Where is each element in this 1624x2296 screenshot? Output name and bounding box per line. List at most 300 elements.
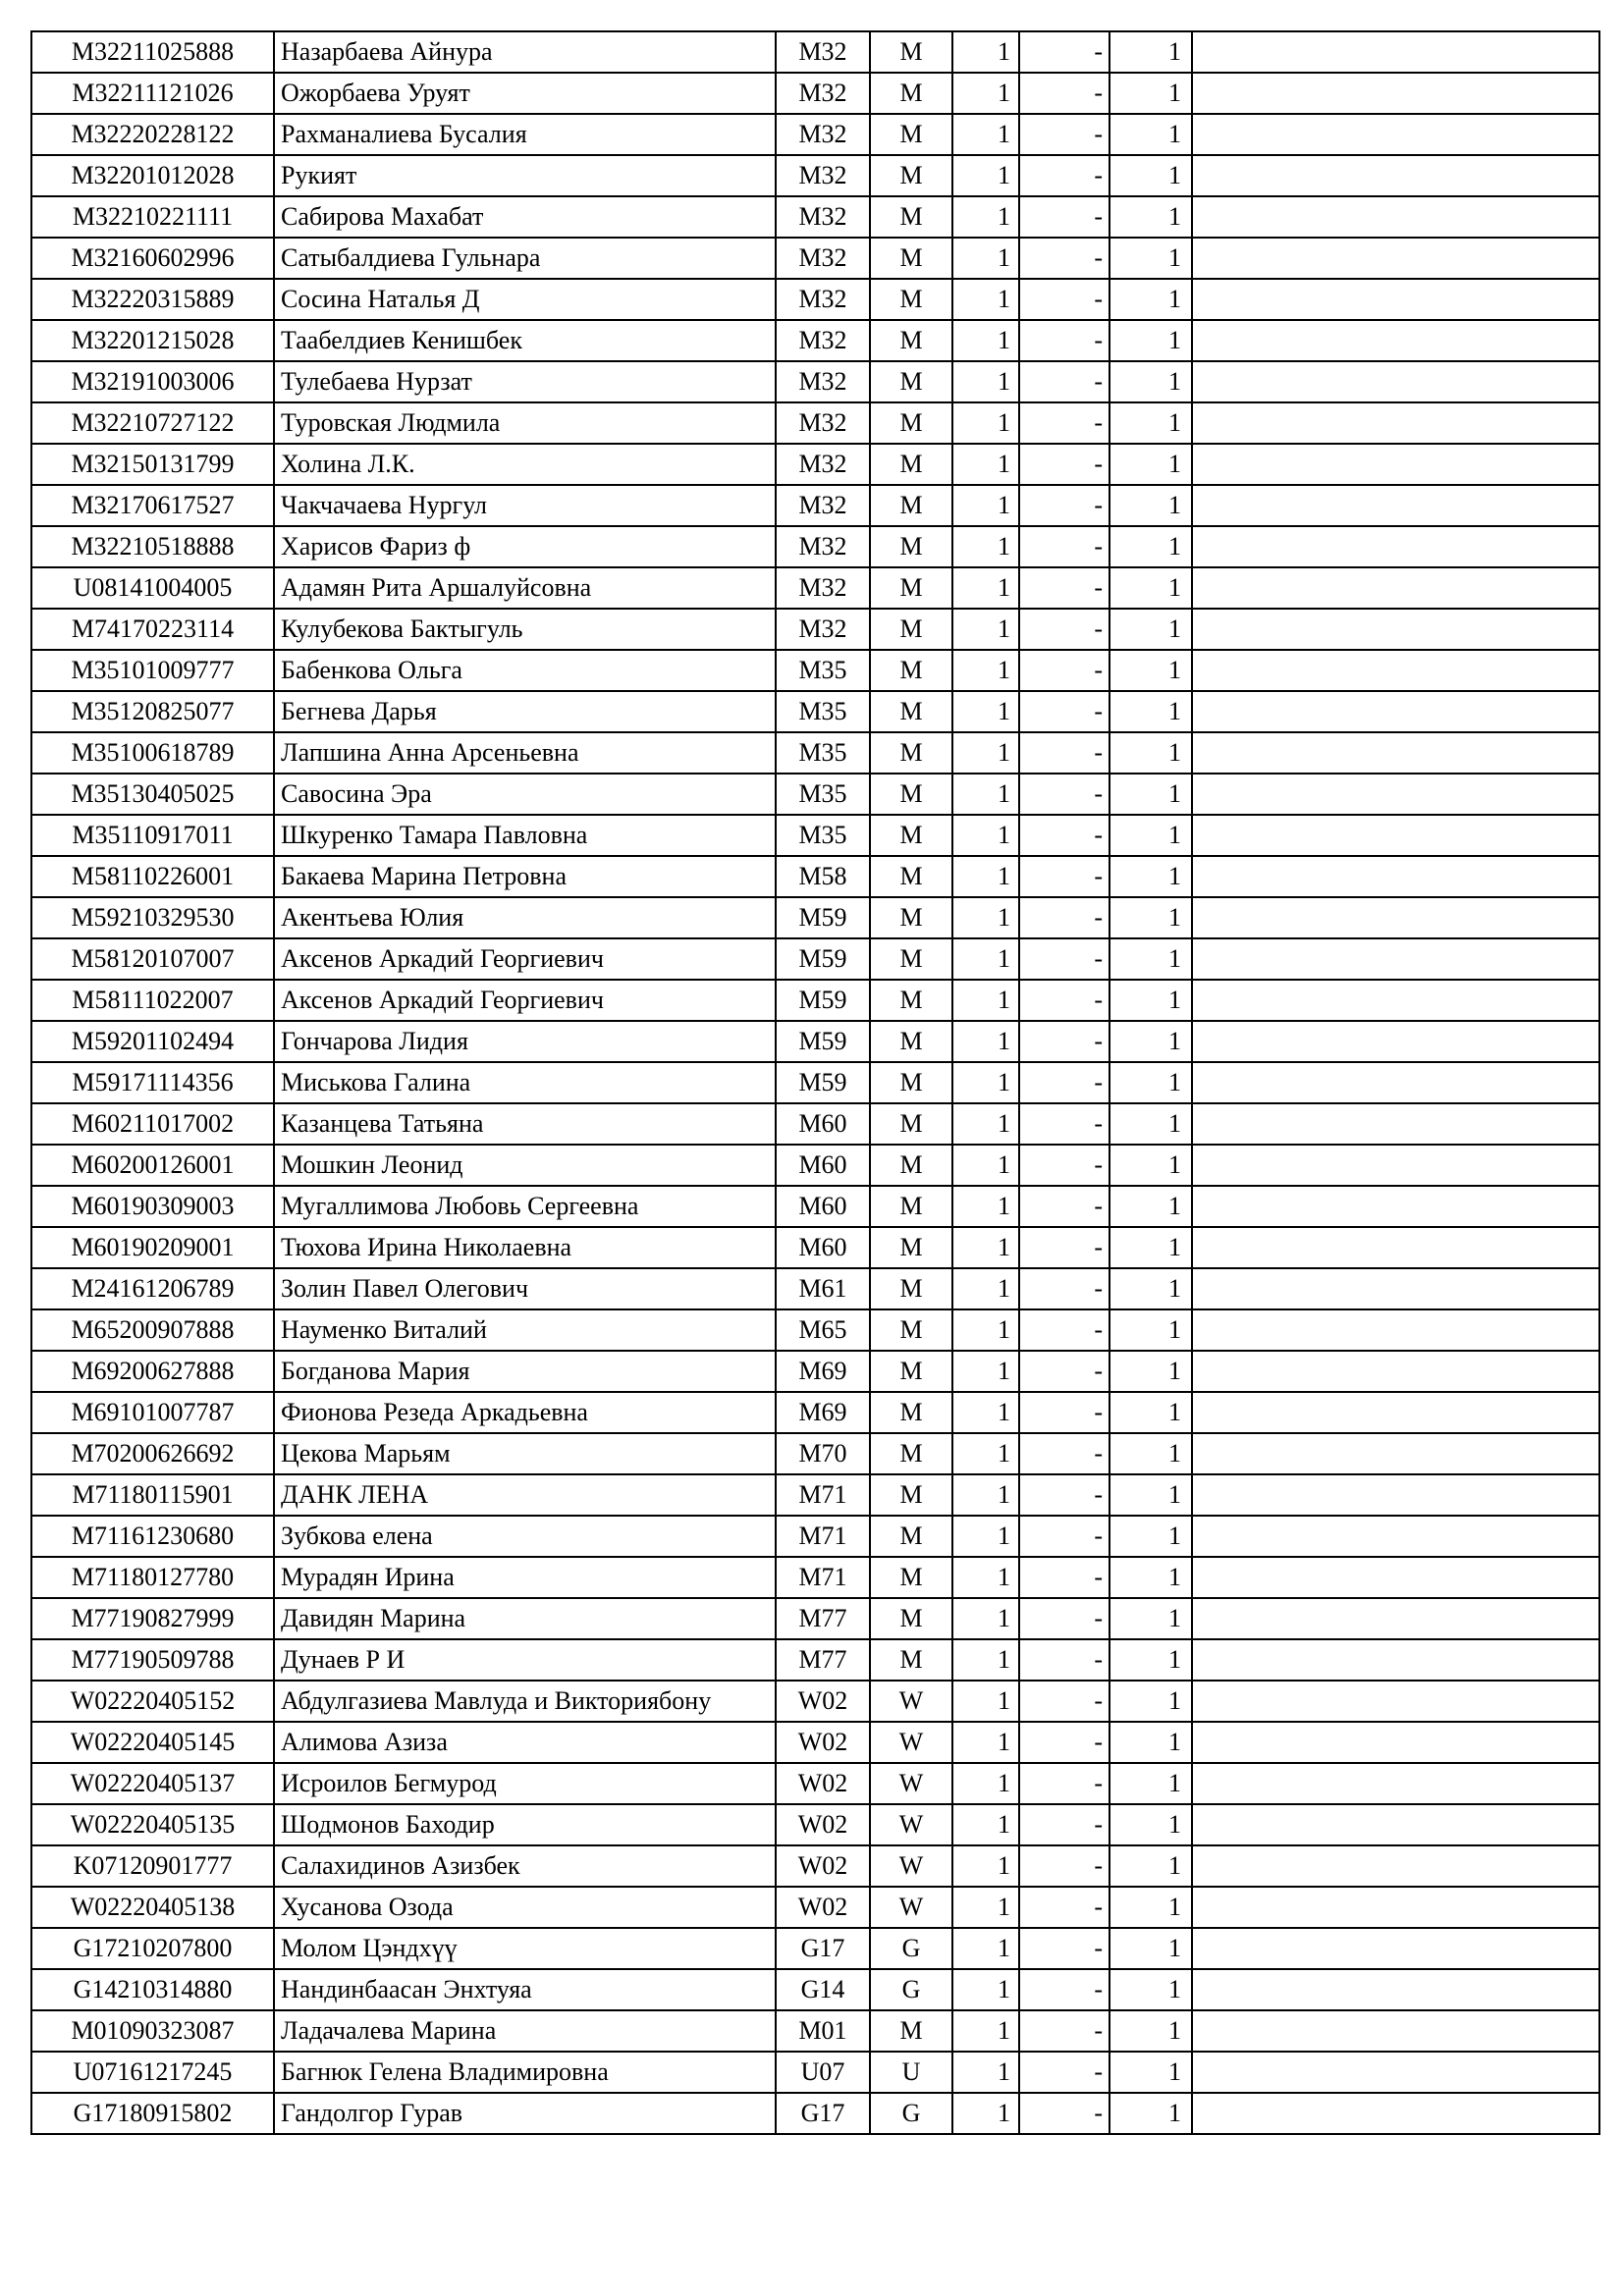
member-id-cell: M32210221111 <box>31 196 274 238</box>
dash-cell: - <box>1019 1516 1110 1557</box>
count-cell: 1 <box>952 1103 1019 1145</box>
group-code-cell: M32 <box>776 361 870 402</box>
total-cell: 1 <box>1110 114 1192 155</box>
notes-cell <box>1192 1062 1599 1103</box>
notes-cell <box>1192 1598 1599 1639</box>
member-table-body <box>31 31 1599 2134</box>
total-cell: 1 <box>1110 856 1192 897</box>
group-letter-cell: M <box>870 1392 952 1433</box>
dash-cell: - <box>1019 1639 1110 1681</box>
table-row <box>31 1763 1599 1804</box>
group-letter-cell: M <box>870 1268 952 1309</box>
count-cell: 1 <box>952 361 1019 402</box>
notes-cell <box>1192 2052 1599 2093</box>
member-name-cell: Шодмонов Баходир <box>274 1804 776 1845</box>
total-cell: 1 <box>1110 1392 1192 1433</box>
total-cell: 1 <box>1110 1516 1192 1557</box>
dash-cell: - <box>1019 1598 1110 1639</box>
notes-cell <box>1192 320 1599 361</box>
table-row <box>31 1639 1599 1681</box>
member-id-cell: M58111022007 <box>31 980 274 1021</box>
total-cell: 1 <box>1110 1928 1192 1969</box>
member-id-cell: M59171114356 <box>31 1062 274 1103</box>
member-id-cell: M59201102494 <box>31 1021 274 1062</box>
count-cell: 1 <box>952 774 1019 815</box>
notes-cell <box>1192 1186 1599 1227</box>
dash-cell: - <box>1019 691 1110 732</box>
count-cell: 1 <box>952 1351 1019 1392</box>
table-row <box>31 1062 1599 1103</box>
table-row <box>31 1804 1599 1845</box>
group-letter-cell: M <box>870 609 952 650</box>
total-cell: 1 <box>1110 938 1192 980</box>
member-name-cell: ДАНК ЛЕНА <box>274 1474 776 1516</box>
dash-cell: - <box>1019 980 1110 1021</box>
dash-cell: - <box>1019 526 1110 567</box>
dash-cell: - <box>1019 2052 1110 2093</box>
count-cell: 1 <box>952 1887 1019 1928</box>
notes-cell <box>1192 815 1599 856</box>
notes-cell <box>1192 155 1599 196</box>
member-id-cell: M35101009777 <box>31 650 274 691</box>
member-name-cell: Холина Л.К. <box>274 444 776 485</box>
group-letter-cell: M <box>870 1433 952 1474</box>
member-name-cell: Бабенкова Ольга <box>274 650 776 691</box>
dash-cell: - <box>1019 1062 1110 1103</box>
total-cell: 1 <box>1110 609 1192 650</box>
table-row <box>31 444 1599 485</box>
total-cell: 1 <box>1110 567 1192 609</box>
table-row <box>31 1186 1599 1227</box>
group-letter-cell: M <box>870 650 952 691</box>
member-id-cell: W02220405138 <box>31 1887 274 1928</box>
group-code-cell: M77 <box>776 1639 870 1681</box>
member-name-cell: Шкуренко Тамара Павловна <box>274 815 776 856</box>
group-letter-cell: M <box>870 1474 952 1516</box>
total-cell: 1 <box>1110 897 1192 938</box>
notes-cell <box>1192 1474 1599 1516</box>
count-cell: 1 <box>952 897 1019 938</box>
group-letter-cell: M <box>870 196 952 238</box>
group-letter-cell: M <box>870 732 952 774</box>
group-letter-cell: M <box>870 1103 952 1145</box>
member-name-cell: Молом Цэндхүү <box>274 1928 776 1969</box>
group-letter-cell: M <box>870 980 952 1021</box>
member-id-cell: M60200126001 <box>31 1145 274 1186</box>
dash-cell: - <box>1019 73 1110 114</box>
total-cell: 1 <box>1110 73 1192 114</box>
total-cell: 1 <box>1110 1227 1192 1268</box>
group-letter-cell: M <box>870 485 952 526</box>
member-id-cell: M77190509788 <box>31 1639 274 1681</box>
notes-cell <box>1192 31 1599 73</box>
dash-cell: - <box>1019 1227 1110 1268</box>
total-cell: 1 <box>1110 1887 1192 1928</box>
notes-cell <box>1192 980 1599 1021</box>
notes-cell <box>1192 1309 1599 1351</box>
member-name-cell: Сатыбалдиева Гульнара <box>274 238 776 279</box>
member-id-cell: M70200626692 <box>31 1433 274 1474</box>
group-letter-cell: M <box>870 1021 952 1062</box>
member-name-cell: Чакчачаева Нургул <box>274 485 776 526</box>
group-code-cell: M59 <box>776 1021 870 1062</box>
group-letter-cell: M <box>870 1309 952 1351</box>
total-cell: 1 <box>1110 815 1192 856</box>
member-id-cell: M59210329530 <box>31 897 274 938</box>
group-letter-cell: M <box>870 856 952 897</box>
total-cell: 1 <box>1110 1681 1192 1722</box>
dash-cell: - <box>1019 1887 1110 1928</box>
table-row <box>31 1557 1599 1598</box>
count-cell: 1 <box>952 1186 1019 1227</box>
total-cell: 1 <box>1110 1598 1192 1639</box>
member-id-cell: W02220405135 <box>31 1804 274 1845</box>
group-letter-cell: W <box>870 1804 952 1845</box>
count-cell: 1 <box>952 980 1019 1021</box>
group-code-cell: M60 <box>776 1145 870 1186</box>
notes-cell <box>1192 1351 1599 1392</box>
dash-cell: - <box>1019 1351 1110 1392</box>
table-row <box>31 980 1599 1021</box>
table-row <box>31 1969 1599 2010</box>
member-name-cell: Рахманалиева Бусалия <box>274 114 776 155</box>
count-cell: 1 <box>952 1804 1019 1845</box>
total-cell: 1 <box>1110 1474 1192 1516</box>
notes-cell <box>1192 1145 1599 1186</box>
notes-cell <box>1192 1557 1599 1598</box>
dash-cell: - <box>1019 1268 1110 1309</box>
table-row <box>31 2010 1599 2052</box>
group-code-cell: M69 <box>776 1392 870 1433</box>
table-row <box>31 1887 1599 1928</box>
table-row <box>31 1227 1599 1268</box>
table-row <box>31 1474 1599 1516</box>
member-name-cell: Золин Павел Олегович <box>274 1268 776 1309</box>
table-row <box>31 2052 1599 2093</box>
group-code-cell: M35 <box>776 732 870 774</box>
group-code-cell: G17 <box>776 1928 870 1969</box>
group-code-cell: M32 <box>776 279 870 320</box>
group-letter-cell: M <box>870 1639 952 1681</box>
group-code-cell: M71 <box>776 1557 870 1598</box>
member-id-cell: M01090323087 <box>31 2010 274 2052</box>
member-id-cell: M35100618789 <box>31 732 274 774</box>
member-name-cell: Нандинбаасан Энхтуяа <box>274 1969 776 2010</box>
notes-cell <box>1192 609 1599 650</box>
dash-cell: - <box>1019 320 1110 361</box>
group-code-cell: M01 <box>776 2010 870 2052</box>
group-letter-cell: W <box>870 1763 952 1804</box>
member-name-cell: Мугаллимова Любовь Сергеевна <box>274 1186 776 1227</box>
total-cell: 1 <box>1110 526 1192 567</box>
group-code-cell: M59 <box>776 980 870 1021</box>
group-letter-cell: W <box>870 1681 952 1722</box>
dash-cell: - <box>1019 1969 1110 2010</box>
group-letter-cell: M <box>870 774 952 815</box>
member-id-cell: M74170223114 <box>31 609 274 650</box>
total-cell: 1 <box>1110 320 1192 361</box>
dash-cell: - <box>1019 774 1110 815</box>
member-name-cell: Ладачалева Марина <box>274 2010 776 2052</box>
count-cell: 1 <box>952 1928 1019 1969</box>
group-letter-cell: M <box>870 1186 952 1227</box>
dash-cell: - <box>1019 1103 1110 1145</box>
group-code-cell: M32 <box>776 238 870 279</box>
count-cell: 1 <box>952 1969 1019 2010</box>
total-cell: 1 <box>1110 1639 1192 1681</box>
count-cell: 1 <box>952 1145 1019 1186</box>
member-name-cell: Миськова Галина <box>274 1062 776 1103</box>
table-row <box>31 31 1599 73</box>
member-name-cell: Багнюк Гелена Владимировна <box>274 2052 776 2093</box>
table-row <box>31 1309 1599 1351</box>
group-letter-cell: M <box>870 2010 952 2052</box>
notes-cell <box>1192 485 1599 526</box>
total-cell: 1 <box>1110 1557 1192 1598</box>
notes-cell <box>1192 938 1599 980</box>
member-table <box>30 30 1600 2135</box>
count-cell: 1 <box>952 196 1019 238</box>
group-code-cell: G14 <box>776 1969 870 2010</box>
group-letter-cell: M <box>870 1351 952 1392</box>
member-name-cell: Ожорбаева Уруят <box>274 73 776 114</box>
group-letter-cell: M <box>870 320 952 361</box>
dash-cell: - <box>1019 1681 1110 1722</box>
notes-cell <box>1192 1887 1599 1928</box>
member-name-cell: Кулубекова Бактыгуль <box>274 609 776 650</box>
member-id-cell: M65200907888 <box>31 1309 274 1351</box>
table-row <box>31 1928 1599 1969</box>
count-cell: 1 <box>952 1681 1019 1722</box>
total-cell: 1 <box>1110 1845 1192 1887</box>
member-id-cell: U08141004005 <box>31 567 274 609</box>
member-name-cell: Бакаева Марина Петровна <box>274 856 776 897</box>
dash-cell: - <box>1019 1557 1110 1598</box>
member-id-cell: W02220405145 <box>31 1722 274 1763</box>
dash-cell: - <box>1019 279 1110 320</box>
member-name-cell: Мурадян Ирина <box>274 1557 776 1598</box>
member-name-cell: Абдулгазиева Мавлуда и Викториябону <box>274 1681 776 1722</box>
member-id-cell: M32170617527 <box>31 485 274 526</box>
group-letter-cell: M <box>870 526 952 567</box>
table-row <box>31 1845 1599 1887</box>
dash-cell: - <box>1019 1309 1110 1351</box>
notes-cell <box>1192 856 1599 897</box>
member-id-cell: M24161206789 <box>31 1268 274 1309</box>
group-code-cell: W02 <box>776 1804 870 1845</box>
dash-cell: - <box>1019 2093 1110 2134</box>
group-letter-cell: M <box>870 114 952 155</box>
group-letter-cell: M <box>870 1598 952 1639</box>
member-id-cell: M35120825077 <box>31 691 274 732</box>
member-id-cell: M32210727122 <box>31 402 274 444</box>
member-name-cell: Аксенов Аркадий Георгиевич <box>274 938 776 980</box>
count-cell: 1 <box>952 279 1019 320</box>
dash-cell: - <box>1019 1845 1110 1887</box>
count-cell: 1 <box>952 856 1019 897</box>
total-cell: 1 <box>1110 1433 1192 1474</box>
table-row <box>31 361 1599 402</box>
count-cell: 1 <box>952 444 1019 485</box>
table-row <box>31 402 1599 444</box>
dash-cell: - <box>1019 402 1110 444</box>
count-cell: 1 <box>952 1021 1019 1062</box>
group-letter-cell: M <box>870 31 952 73</box>
notes-cell <box>1192 1392 1599 1433</box>
member-id-cell: M32201215028 <box>31 320 274 361</box>
notes-cell <box>1192 1928 1599 1969</box>
member-name-cell: Науменко Виталий <box>274 1309 776 1351</box>
member-id-cell: M69200627888 <box>31 1351 274 1392</box>
notes-cell <box>1192 1227 1599 1268</box>
table-row <box>31 1351 1599 1392</box>
dash-cell: - <box>1019 238 1110 279</box>
group-code-cell: M32 <box>776 196 870 238</box>
member-name-cell: Цекова Марьям <box>274 1433 776 1474</box>
total-cell: 1 <box>1110 196 1192 238</box>
group-letter-cell: G <box>870 2093 952 2134</box>
notes-cell <box>1192 238 1599 279</box>
total-cell: 1 <box>1110 691 1192 732</box>
table-row <box>31 856 1599 897</box>
member-name-cell: Давидян Марина <box>274 1598 776 1639</box>
group-letter-cell: M <box>870 73 952 114</box>
member-name-cell: Фионова Резеда Аркадьевна <box>274 1392 776 1433</box>
group-code-cell: W02 <box>776 1681 870 1722</box>
table-row <box>31 1145 1599 1186</box>
table-row <box>31 1103 1599 1145</box>
group-letter-cell: G <box>870 1928 952 1969</box>
total-cell: 1 <box>1110 980 1192 1021</box>
dash-cell: - <box>1019 1392 1110 1433</box>
table-row <box>31 650 1599 691</box>
group-code-cell: M61 <box>776 1268 870 1309</box>
member-id-cell: M71180115901 <box>31 1474 274 1516</box>
group-letter-cell: M <box>870 1227 952 1268</box>
count-cell: 1 <box>952 1557 1019 1598</box>
table-row <box>31 1598 1599 1639</box>
member-id-cell: M32150131799 <box>31 444 274 485</box>
group-letter-cell: M <box>870 361 952 402</box>
member-id-cell: G17210207800 <box>31 1928 274 1969</box>
notes-cell <box>1192 279 1599 320</box>
member-name-cell: Гандолгор Гурав <box>274 2093 776 2134</box>
member-id-cell: M58110226001 <box>31 856 274 897</box>
notes-cell <box>1192 444 1599 485</box>
group-code-cell: M59 <box>776 1062 870 1103</box>
notes-cell <box>1192 1516 1599 1557</box>
total-cell: 1 <box>1110 1103 1192 1145</box>
member-name-cell: Лапшина Анна Арсеньевна <box>274 732 776 774</box>
member-id-cell: U07161217245 <box>31 2052 274 2093</box>
dash-cell: - <box>1019 1722 1110 1763</box>
count-cell: 1 <box>952 2093 1019 2134</box>
total-cell: 1 <box>1110 774 1192 815</box>
group-code-cell: M60 <box>776 1186 870 1227</box>
dash-cell: - <box>1019 1763 1110 1804</box>
dash-cell: - <box>1019 196 1110 238</box>
group-code-cell: M58 <box>776 856 870 897</box>
total-cell: 1 <box>1110 1722 1192 1763</box>
count-cell: 1 <box>952 1227 1019 1268</box>
member-name-cell: Назарбаева Айнура <box>274 31 776 73</box>
member-name-cell: Таабелдиев Кенишбек <box>274 320 776 361</box>
member-id-cell: M32160602996 <box>31 238 274 279</box>
notes-cell <box>1192 402 1599 444</box>
dash-cell: - <box>1019 1433 1110 1474</box>
total-cell: 1 <box>1110 1969 1192 2010</box>
total-cell: 1 <box>1110 402 1192 444</box>
dash-cell: - <box>1019 650 1110 691</box>
group-code-cell: M32 <box>776 402 870 444</box>
dash-cell: - <box>1019 938 1110 980</box>
notes-cell <box>1192 732 1599 774</box>
count-cell: 1 <box>952 1722 1019 1763</box>
count-cell: 1 <box>952 73 1019 114</box>
member-id-cell: M71180127780 <box>31 1557 274 1598</box>
notes-cell <box>1192 114 1599 155</box>
group-code-cell: M32 <box>776 155 870 196</box>
member-id-cell: M32220315889 <box>31 279 274 320</box>
dash-cell: - <box>1019 1145 1110 1186</box>
group-letter-cell: W <box>870 1887 952 1928</box>
total-cell: 1 <box>1110 155 1192 196</box>
notes-cell <box>1192 691 1599 732</box>
count-cell: 1 <box>952 155 1019 196</box>
count-cell: 1 <box>952 650 1019 691</box>
count-cell: 1 <box>952 320 1019 361</box>
member-name-cell: Сабирова Махабат <box>274 196 776 238</box>
count-cell: 1 <box>952 1309 1019 1351</box>
count-cell: 1 <box>952 31 1019 73</box>
member-name-cell: Гончарова Лидия <box>274 1021 776 1062</box>
notes-cell <box>1192 774 1599 815</box>
group-code-cell: M32 <box>776 320 870 361</box>
notes-cell <box>1192 1433 1599 1474</box>
group-letter-cell: M <box>870 402 952 444</box>
member-id-cell: K07120901777 <box>31 1845 274 1887</box>
table-row <box>31 609 1599 650</box>
table-row <box>31 897 1599 938</box>
total-cell: 1 <box>1110 1062 1192 1103</box>
count-cell: 1 <box>952 1268 1019 1309</box>
table-row <box>31 1681 1599 1722</box>
notes-cell <box>1192 196 1599 238</box>
group-code-cell: M32 <box>776 114 870 155</box>
total-cell: 1 <box>1110 1021 1192 1062</box>
group-letter-cell: M <box>870 691 952 732</box>
count-cell: 1 <box>952 526 1019 567</box>
total-cell: 1 <box>1110 1309 1192 1351</box>
total-cell: 1 <box>1110 1268 1192 1309</box>
count-cell: 1 <box>952 1763 1019 1804</box>
count-cell: 1 <box>952 567 1019 609</box>
group-letter-cell: M <box>870 1145 952 1186</box>
table-row <box>31 732 1599 774</box>
member-id-cell: M35110917011 <box>31 815 274 856</box>
member-id-cell: W02220405137 <box>31 1763 274 1804</box>
member-name-cell: Тюхова Ирина Николаевна <box>274 1227 776 1268</box>
total-cell: 1 <box>1110 1186 1192 1227</box>
member-id-cell: M32211025888 <box>31 31 274 73</box>
dash-cell: - <box>1019 444 1110 485</box>
count-cell: 1 <box>952 732 1019 774</box>
count-cell: 1 <box>952 2052 1019 2093</box>
total-cell: 1 <box>1110 361 1192 402</box>
member-name-cell: Алимова Азиза <box>274 1722 776 1763</box>
group-code-cell: M71 <box>776 1516 870 1557</box>
notes-cell <box>1192 1268 1599 1309</box>
